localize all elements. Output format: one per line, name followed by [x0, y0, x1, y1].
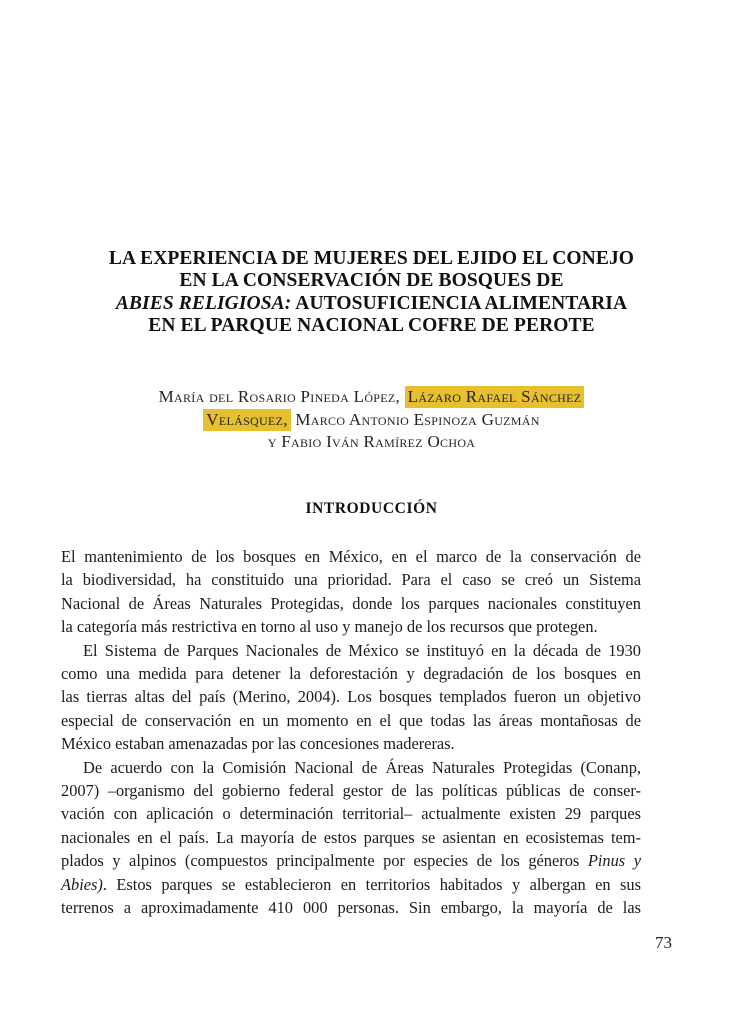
body-line: El Sistema de Parques Nacionales de México se instituyó en la década de 1930 — [83, 640, 641, 660]
italic-genus-abies: Abies) — [61, 874, 103, 894]
author-2-highlighted: Lázaro Rafael Sánchez — [405, 386, 585, 408]
body-line: vación con aplicación o determinación territorial– actualmente existen 29 parques — [61, 804, 641, 824]
title-line-4: EN EL PARQUE NACIONAL COFRE DE PEROTE — [148, 314, 595, 336]
title-line-3-rest: AUTOSUFICIENCIA ALIMENTARIA — [295, 292, 628, 314]
body-line: las tierras altas del país (Merino, 2004). Los bosques templados fueron un objetivo — [61, 687, 641, 707]
section-heading-introduccion: INTRODUCCIÓN — [305, 500, 438, 517]
body-line-text: . Estos parques se establecieron en territorios habitados y albergan en sus — [102, 874, 641, 894]
title-line-1: LA EXPERIENCIA DE MUJERES DEL EJIDO EL CONEJO — [108, 248, 635, 269]
body-line-text: plados y alpinos (compuestos principalmente por especies de los géneros — [61, 851, 588, 871]
body-line: 2007) –organismo del gobierno federal gestor de las políticas públicas de conser- — [61, 781, 641, 801]
author-list — [60, 386, 683, 454]
article-title — [60, 248, 683, 337]
body-line: México estaban amenazadas por las concesiones madereras. — [61, 734, 455, 754]
body-line — [61, 849, 641, 872]
author-3: Marco Antonio Espinoza Guzmán — [295, 409, 540, 429]
title-line-2: EN LA CONSERVACIÓN DE BOSQUES DE — [179, 270, 564, 292]
page-number: 73 — [655, 933, 672, 952]
author-1: María del Rosario Pineda López, — [158, 387, 401, 406]
body-line: la biodiversidad, ha constituido una prioridad. Para el caso se creó un Sistema — [61, 570, 641, 590]
body-line: nacionales en el país. La mayoría de estos parques se asientan en ecosistemas tem- — [61, 827, 641, 847]
body-line: como una medida para detener la deforestación y degradación de los bosques en — [61, 664, 641, 684]
authors-line-2 — [60, 409, 683, 432]
author-2-highlighted-cont: Velásquez, — [203, 409, 291, 431]
body-line: El mantenimiento de los bosques en México, en el marco de la conservación de — [61, 547, 641, 566]
body-line: De acuerdo con la Comisión Nacional de Áreas Naturales Protegidas (Conanp, — [83, 757, 641, 777]
title-line-3 — [60, 293, 683, 315]
body-line: la categoría más restrictiva en torno al uso y manejo de los recursos que protegen. — [61, 617, 598, 637]
body-text — [61, 545, 641, 920]
italic-genus-pinus: Pinus y — [587, 851, 641, 871]
authors-line-3: y Fabio Iván Ramírez Ochoa — [267, 432, 476, 451]
title-italic-species: ABIES RELIGIOSA: — [115, 292, 292, 314]
authors-line-1 — [60, 386, 683, 409]
body-line — [61, 873, 641, 896]
body-line: terrenos a aproximadamente 410 000 personas. Sin embargo, la mayoría de las — [61, 898, 641, 918]
body-line: Nacional de Áreas Naturales Protegidas, donde los parques nacionales constituyen — [61, 593, 641, 613]
body-line: especial de conservación en un momento en el que todas las áreas montañosas de — [61, 710, 641, 730]
